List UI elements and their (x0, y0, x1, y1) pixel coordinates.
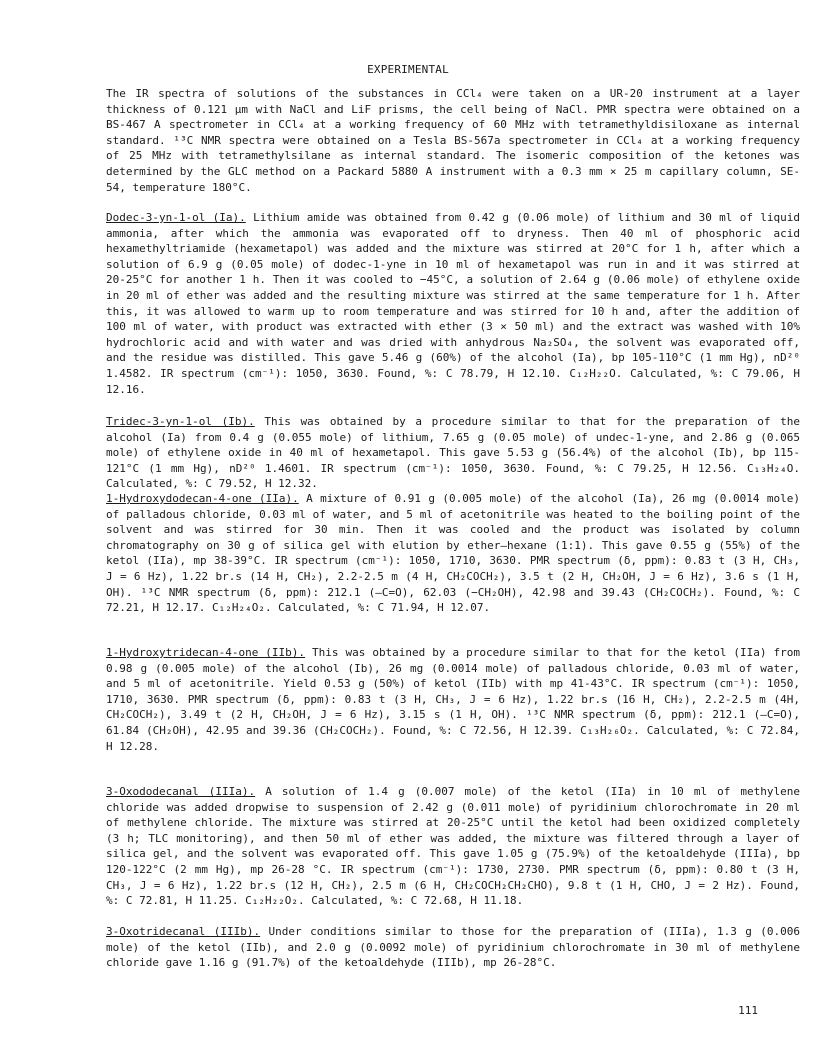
procedure-paragraph-iiib (66, 924, 800, 971)
compound-heading-iiib: 3-Oxotridecanal (IIIb). (106, 925, 261, 938)
procedure-paragraph-iib (66, 645, 800, 754)
procedure-paragraph-ib (66, 414, 800, 492)
compound-heading-ib: Tridec-3-yn-1-ol (Ib). (106, 415, 255, 428)
procedure-paragraph-ia (66, 210, 800, 397)
page-number: 111 (738, 1004, 758, 1017)
compound-heading-iia: 1-Hydroxydodecan-4-one (IIa). (106, 492, 299, 505)
procedure-text-iia: A mixture of 0.91 g (0.005 mole) of the alcohol (Ia), 26 mg (0.0014 mole) of palladous chloride, 0.03 ml of water, and 5 ml of acetonitrile was heated to the boiling point of the solvent and was stirred for 30 min. Then it was cooled and the product was isolated by column chromatography on 30 g of silica gel with elution by ether–hexane (1:1). This gave 0.55 g (55%) of the ketol (IIa), mp 38-39°C. IR spectrum (cm⁻¹): 1050, 1710, 3630. PMR spectrum (δ, ppm): 0.83 t (3 H, CH₃, J = 6 Hz), 1.22 br.s (14 H, CH₂), 2.2-2.5 m (4 H, CH₂COCH₂), 3.5 t (2 H, CH₂OH, J = 6 Hz), 3.6 s (1 H, OH). ¹³C NMR spectrum (δ, ppm): 212.1 (—C=O), 62.03 (−CH₂OH), 42.98 and 39.43 (CH₂COCH₂). Found, %: C 72.21, H 12.17. C₁₂H₂₄O₂. Calculated, %: C 71.94, H 12.07. (106, 492, 800, 615)
section-title: EXPERIMENTAL (367, 63, 449, 76)
intro-paragraph: The IR spectra of solutions of the substances in CCl₄ were taken on a UR-20 instrument at a layer thickness of 0.121 µm with NaCl and LiF prisms, the cell being of NaCl. PMR spectra were obtained on a BS-467 A spectrometer in CCl₄ at a working frequency of 60 MHz with tetramethyldisiloxane as internal standard. ¹³C NMR spectra were obtained on a Tesla BS-567a spectrometer in CCl₄ at a working frequency of 25 MHz with tetramethylsilane as internal standard. The isomeric composition of the ketones was determined by the GLC method on a Packard 5880 A instrument with a 0.3 mm × 25 m capillary column, SE-54, temperature 180°C. (106, 87, 800, 194)
compound-heading-ia: Dodec-3-yn-1-ol (Ia). (106, 211, 246, 224)
compound-heading-iiia: 3-Oxododecanal (IIIa). (106, 785, 256, 798)
procedure-text-iiia: A solution of 1.4 g (0.007 mole) of the ketol (IIa) in 10 ml of methylene chloride was added dropwise to suspension of 2.42 g (0.011 mole) of pyridinium chlorochromate in 20 ml of methylene chloride. The mixture was stirred at 20-25°C until the ketol had been oxidized completely (3 h; TLC monitoring), and then 50 ml of ether was added, the mixture was filtered through a layer of silica gel, and the solvent was evaporated off. This gave 1.05 g (75.9%) of the ketoaldehyde (IIIa), bp 120-122°C (2 mm Hg), mp 26-28 °C. IR spectrum (cm⁻¹): 1730, 2730. PMR spectrum (δ, ppm): 0.80 t (3 H, CH₃, J = 6 Hz), 1.22 br.s (12 H, CH₂), 2.5 m (6 H, CH₂COCH₂CH₂CHO), 9.8 t (1 H, CHO, J = 2 Hz). Found, %: C 72.81, H 11.25. C₁₂H₂₂O₂. Calculated, %: C 72.68, H 11.18. (106, 785, 801, 908)
procedure-text-ia: Lithium amide was obtained from 0.42 g (0.06 mole) of lithium and 30 ml of liquid ammonia, after which the ammonia was evaporated off to dryness. Then 40 ml of phosphoric acid hexamethyltriamide (hexametapol) was added and the mixture was stirred at 20°C for 1 h, after which a solution of 6.9 g (0.05 mole) of dodec-1-yne in 10 ml of hexametapol was run in and it was stirred at 20-25°C for another 1 h. Then it was cooled to −45°C, a solution of 2.64 g (0.06 mole) of ethylene oxide in 20 ml of ether was added and the resulting mixture was stirred at the same temperature for 1 h. After this, it was allowed to warm up to room temperature and was stirred for 10 h and, after the addition of 100 ml of water, with product was extracted with ether (3 × 50 ml) and the extract was washed with 10% hydrochloric acid and with water and was dried with anhydrous Na₂SO₄, the solvent was evaporated off, and the residue was distilled. This gave 5.46 g (60%) of the alcohol (Ia), bp 105-110°C (1 mm Hg), nD²⁰ 1.4582. IR spectrum (cm⁻¹): 1050, 3630. Found, %: C 78.79, H 12.10. C₁₂H₂₂O. Calculated, %: C 79.06, H 12.16. (106, 211, 801, 396)
procedure-text-ib: This was obtained by a procedure similar to that for the preparation of the alcohol (Ia) from 0.4 g (0.055 mole) of lithium, 7.65 g (0.05 mole) of undec-1-yne, and 2.86 g (0.065 mole) of ethylene oxide in 40 ml of hexametapol. This gave 5.53 g (56.4%) of the alcohol (Ib), bp 115-121°C (1 mm Hg), nD²⁰ 1.4601. IR spectrum (cm⁻¹): 1050, 3630. Found, %: C 79.25, H 12.56. C₁₃H₂₄O. Calculated, %: C 79.52, H 12.32. (106, 415, 800, 491)
procedure-text-iiib: Under conditions similar to those for the preparation of (IIIa), 1.3 g (0.006 mole) of the ketol (IIb), and 2.0 g (0.0092 mole) of pyridinium chlorochromate in 30 ml of methylene chloride gave 1.16 g (91.7%) of the ketoaldehyde (IIIb), mp 26-28°C. (106, 925, 801, 970)
procedure-paragraph-iia (66, 491, 800, 616)
procedure-text-iib: This was obtained by a procedure similar to that for the ketol (IIa) from 0.98 g (0.005 mole) of the alcohol (Ib), 26 mg (0.0014 mole) of palladous chloride, 0.03 ml of water, and 5 ml of acetonitrile. Yield 0.53 g (50%) of ketol (IIb) with mp 41-43°C. IR spectrum (cm⁻¹): 1050, 1710, 3630. PMR spectrum (δ, ppm): 0.83 t (3 H, CH₃, J = 6 Hz), 1.22 br.s (16 H, CH₂), 2.2-2.5 m (4H, CH₂COCH₂), 3.49 t (2 H, CH₂OH, J = 6 Hz), 3.15 s (1 H, OH). ¹³C NMR spectrum (δ, ppm): 212.1 (—C=O), 61.84 (CH₂OH), 42.95 and 39.36 (CH₂COCH₂). Found, %: C 72.56, H 12.39. C₁₃H₂₆O₂. Calculated, %: C 72.84, H 12.28. (106, 646, 800, 753)
procedure-paragraph-iiia (66, 784, 800, 909)
compound-heading-iib: 1-Hydroxytridecan-4-one (IIb). (106, 646, 306, 659)
